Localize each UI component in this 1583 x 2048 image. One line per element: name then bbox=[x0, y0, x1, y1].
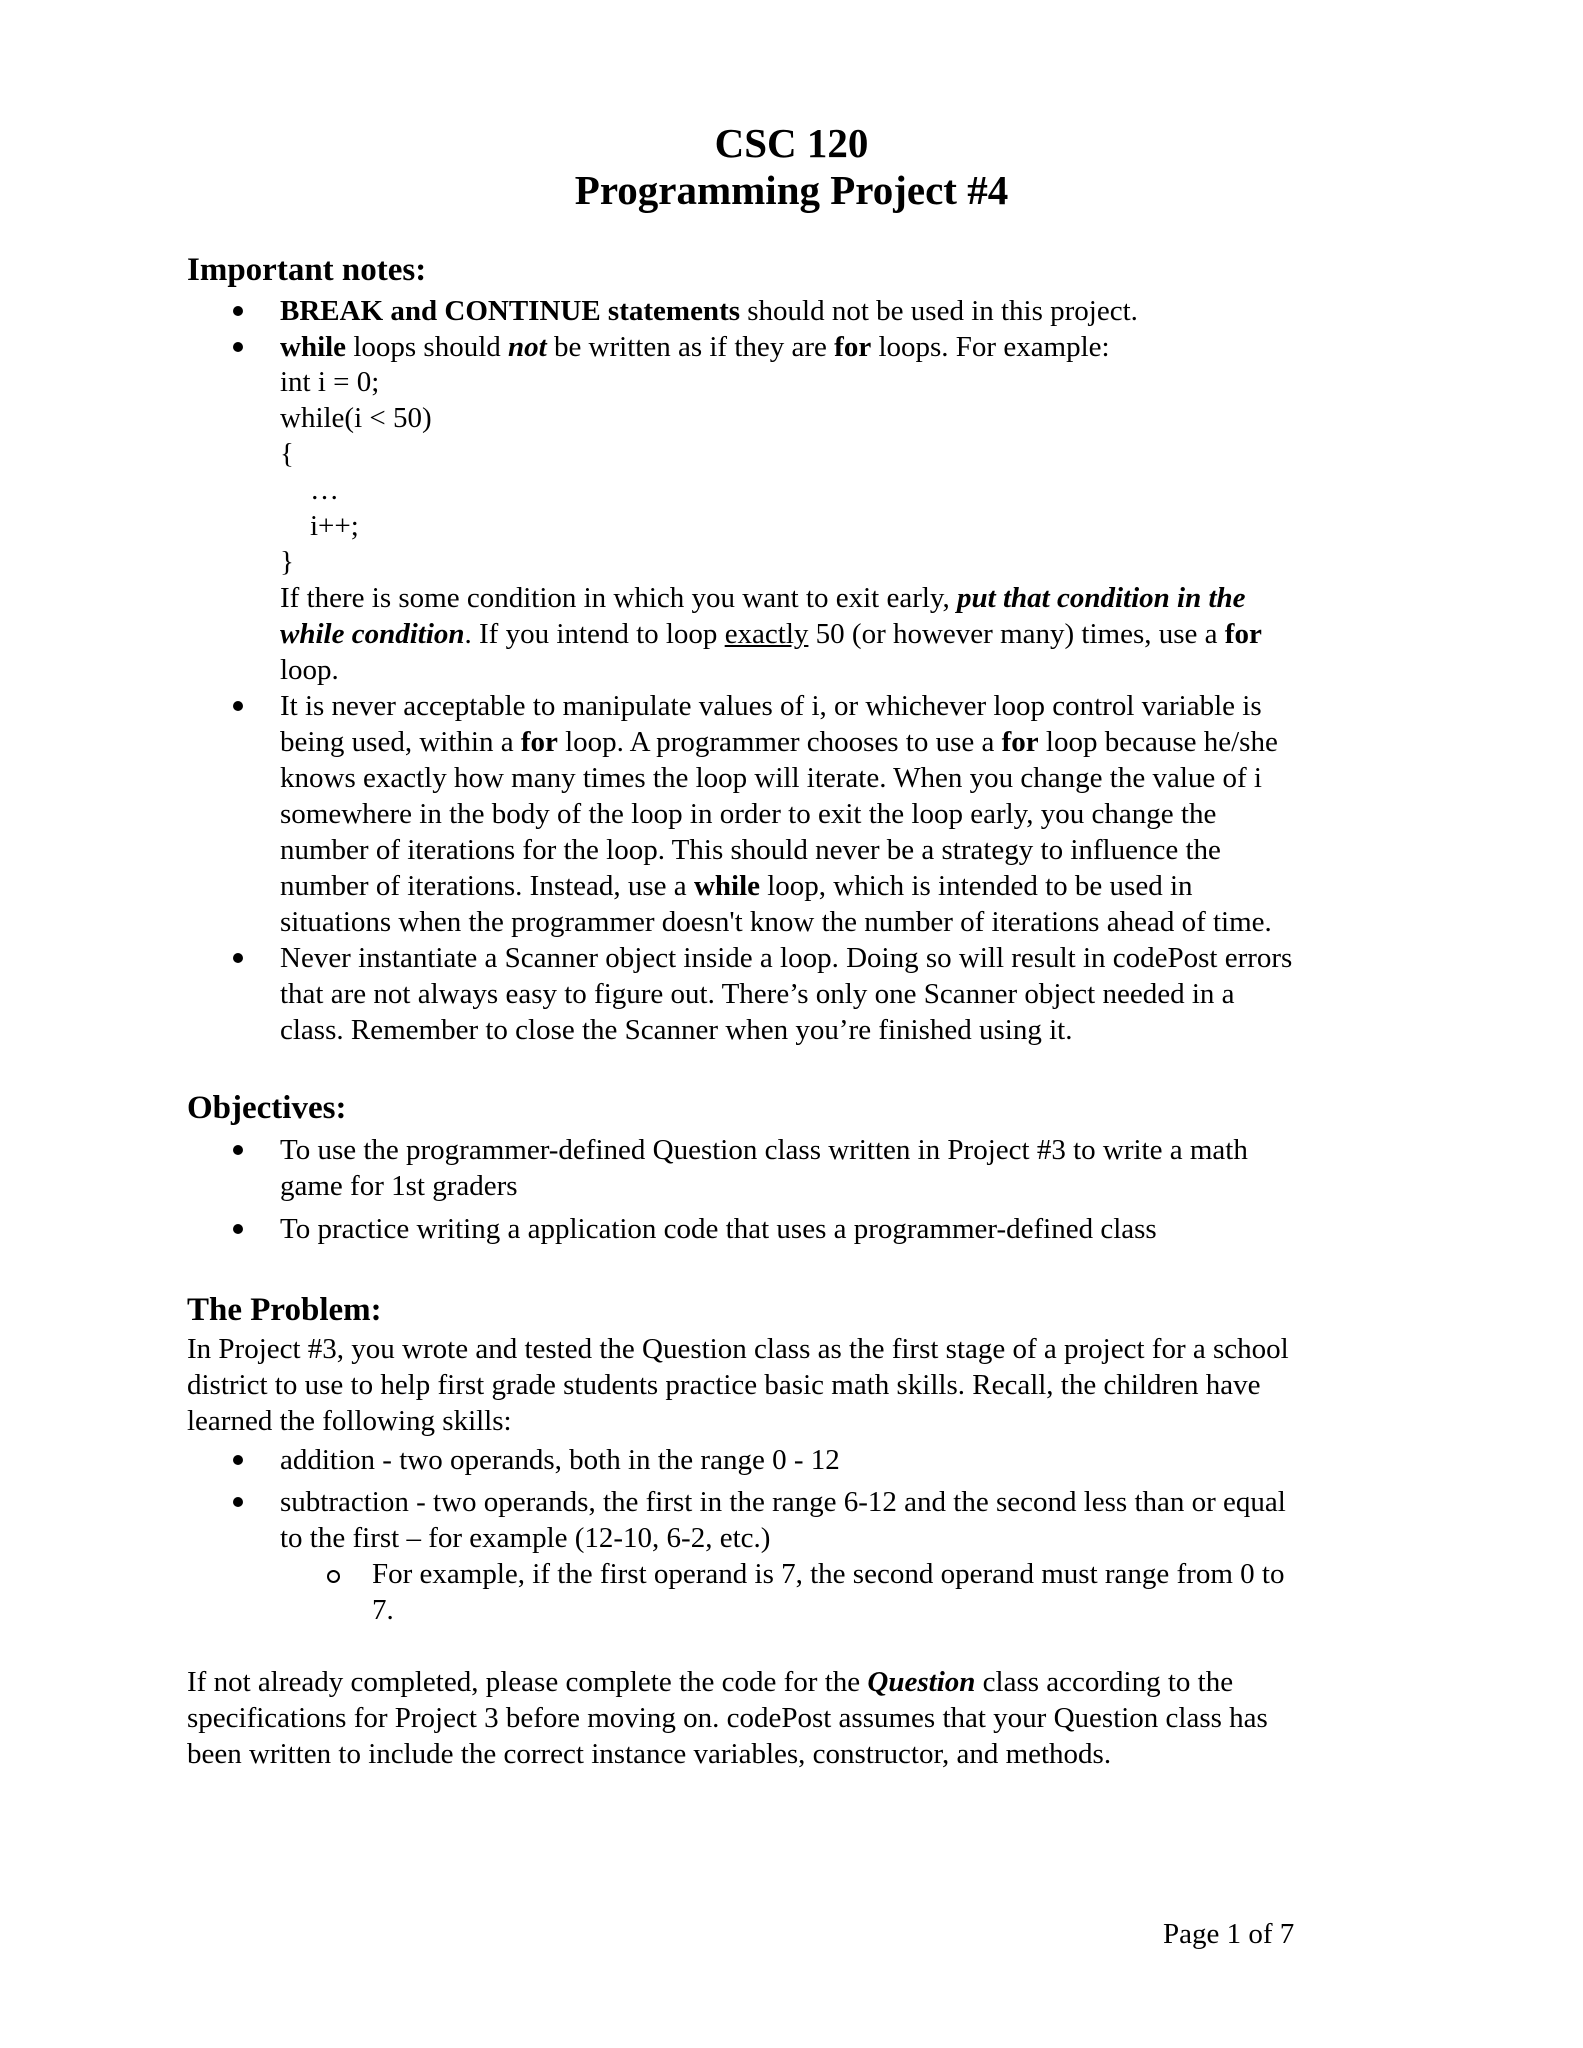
problem-paragraph-line: district to use to help first grade students practice basic math skills. Recall, the children have bbox=[187, 1369, 1261, 1401]
code-line: } bbox=[280, 546, 294, 578]
code-line: int i = 0; bbox=[280, 366, 380, 398]
course-title: CSC 120 bbox=[714, 120, 869, 166]
problem-paragraph-line: learned the following skills: bbox=[187, 1405, 512, 1437]
note-loop-variable-line: somewhere in the body of the loop in order to exit the loop early, you change the bbox=[280, 798, 1217, 830]
circle-bullet-icon bbox=[327, 1570, 340, 1583]
objectives-heading: Objectives: bbox=[187, 1090, 347, 1126]
code-line: { bbox=[280, 438, 294, 470]
note-loop-variable-line: situations when the programmer doesn't know the number of iterations ahead of time. bbox=[280, 906, 1272, 938]
bullet-icon bbox=[233, 701, 243, 711]
note-while-loops: while loops should not be written as if they are for loops. For example: bbox=[280, 331, 1110, 363]
note-paragraph-line: If there is some condition in which you want to exit early, put that condition in the bbox=[280, 582, 1246, 614]
note-break-continue: BREAK and CONTINUE statements should not be used in this project. bbox=[280, 295, 1138, 327]
bullet-icon bbox=[233, 953, 243, 963]
problem-heading: The Problem: bbox=[187, 1292, 382, 1328]
note-scanner-line: class. Remember to close the Scanner when you’re finished using it. bbox=[280, 1014, 1073, 1046]
bullet-icon bbox=[233, 1224, 243, 1234]
bullet-icon bbox=[233, 1497, 243, 1507]
skill-subtraction-line: to the first – for example (12-10, 6-2, etc.) bbox=[280, 1522, 771, 1554]
note-loop-variable-line: number of iterations for the loop. This should never be a strategy to influence the bbox=[280, 834, 1221, 866]
bullet-icon bbox=[233, 306, 243, 316]
objective-line: game for 1st graders bbox=[280, 1170, 518, 1202]
note-loop-variable-line: It is never acceptable to manipulate values of i, or whichever loop control variable is bbox=[280, 690, 1262, 722]
important-notes-heading: Important notes: bbox=[187, 252, 427, 288]
bullet-icon bbox=[233, 342, 243, 352]
code-line: … bbox=[310, 474, 339, 506]
question-class-paragraph-line: been written to include the correct instance variables, constructor, and methods. bbox=[187, 1738, 1112, 1770]
note-loop-variable-line: knows exactly how many times the loop will iterate. When you change the value of i bbox=[280, 762, 1262, 794]
note-paragraph-line: while condition. If you intend to loop exactly 50 (or however many) times, use a for bbox=[280, 618, 1262, 650]
note-scanner-line: Never instantiate a Scanner object inside a loop. Doing so will result in codePost errors bbox=[280, 942, 1293, 974]
page-number: Page 1 of 7 bbox=[1163, 1918, 1295, 1950]
bullet-icon bbox=[233, 1455, 243, 1465]
code-line: while(i < 50) bbox=[280, 402, 432, 434]
skill-addition: addition - two operands, both in the range 0 - 12 bbox=[280, 1444, 840, 1476]
problem-paragraph-line: In Project #3, you wrote and tested the Question class as the first stage of a project for a school bbox=[187, 1333, 1289, 1365]
note-loop-variable-line: number of iterations. Instead, use a while loop, which is intended to be used in bbox=[280, 870, 1193, 902]
note-paragraph-line: loop. bbox=[280, 654, 339, 686]
skill-subtraction-line: subtraction - two operands, the first in the range 6-12 and the second less than or equal bbox=[280, 1486, 1286, 1518]
question-class-paragraph-line: If not already completed, please complete the code for the Question class according to the bbox=[187, 1666, 1234, 1698]
objective-line: To use the programmer-defined Question class written in Project #3 to write a math bbox=[280, 1134, 1248, 1166]
subskill-example-line: For example, if the first operand is 7, the second operand must range from 0 to bbox=[372, 1558, 1285, 1590]
bullet-icon bbox=[233, 1145, 243, 1155]
subskill-example-line: 7. bbox=[372, 1594, 394, 1626]
note-loop-variable-line: being used, within a for loop. A programmer chooses to use a for loop because he/she bbox=[280, 726, 1278, 758]
project-title: Programming Project #4 bbox=[574, 167, 1009, 213]
objective-line: To practice writing a application code that uses a programmer-defined class bbox=[280, 1213, 1157, 1245]
code-line: i++; bbox=[310, 510, 359, 542]
note-scanner-line: that are not always easy to figure out. There’s only one Scanner object needed in a bbox=[280, 978, 1235, 1010]
question-class-paragraph-line: specifications for Project 3 before moving on. codePost assumes that your Question class has bbox=[187, 1702, 1268, 1734]
